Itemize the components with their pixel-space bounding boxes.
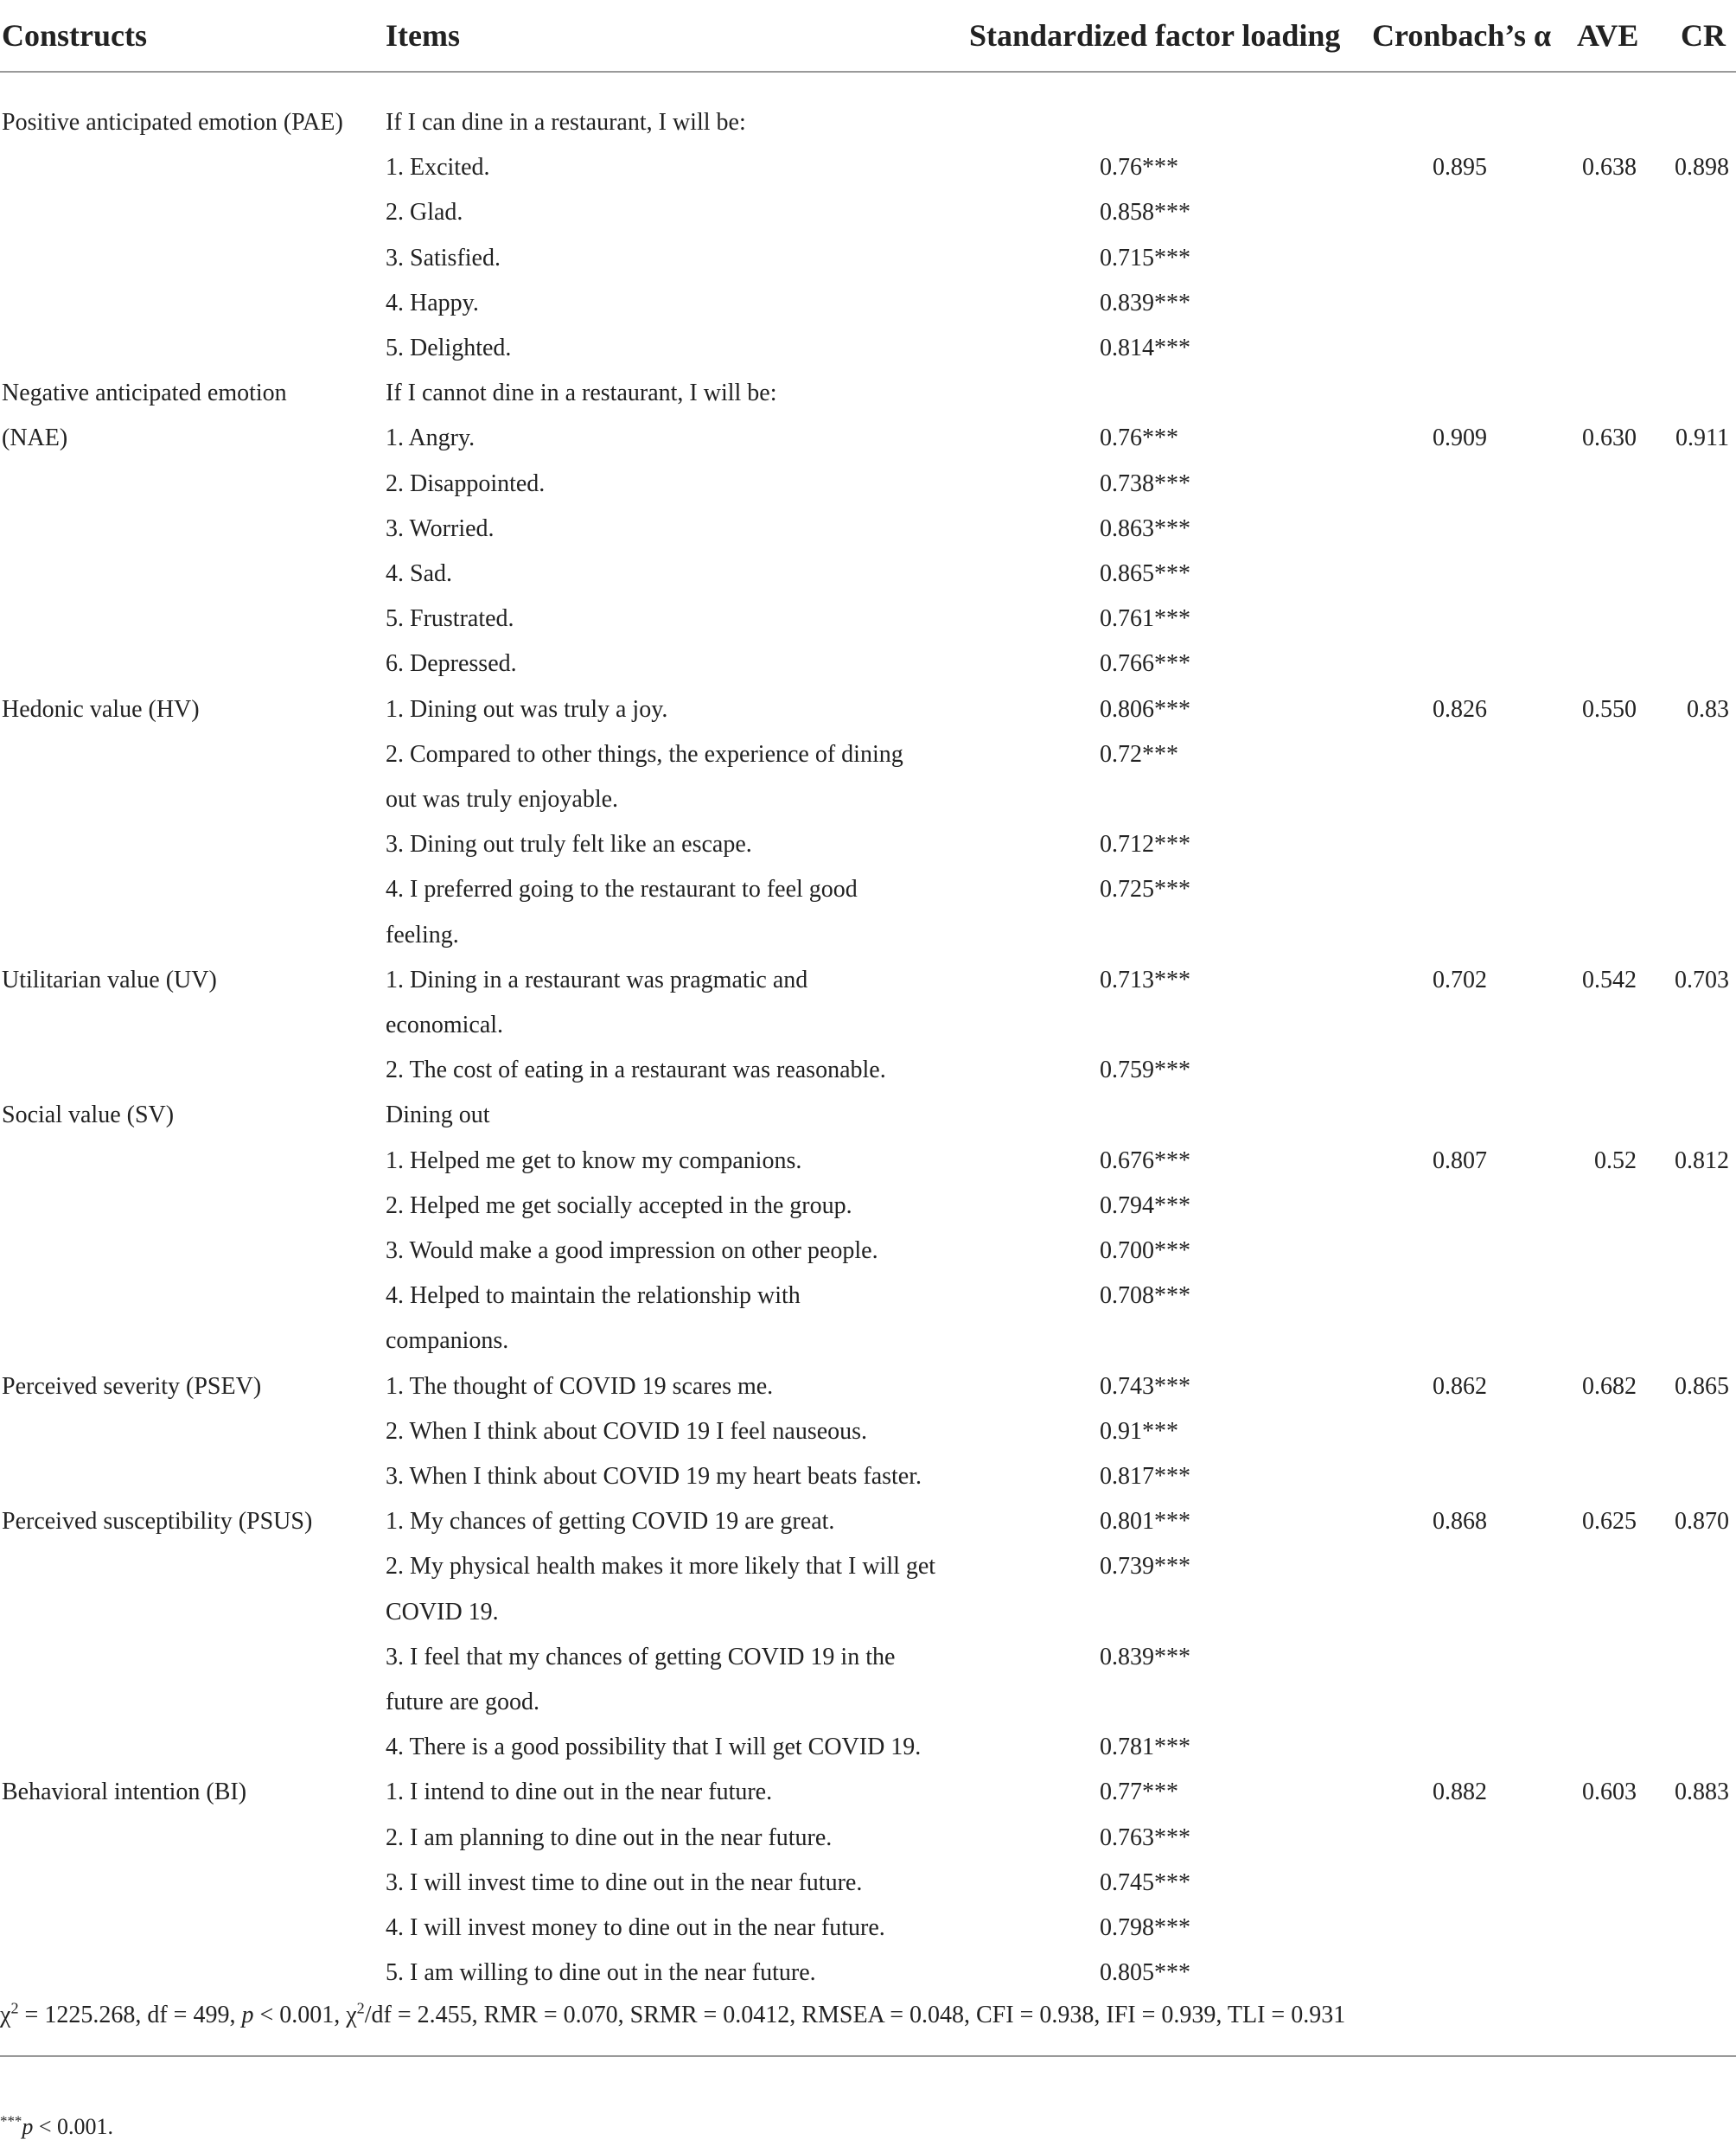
construct-name: Perceived susceptibility (PSUS) [2, 1508, 313, 1536]
header-loading: Standardized factor loading [969, 18, 1341, 53]
cr-value: 0.870 [1675, 1508, 1729, 1536]
factor-loading: 0.863*** [1100, 514, 1190, 542]
factor-loading: 0.805*** [1100, 1959, 1190, 1987]
item-text: 5. Delighted. [386, 335, 512, 361]
factor-loading: 0.76*** [1100, 425, 1178, 452]
factor-loading: 0.858*** [1100, 199, 1190, 227]
cr-value: 0.812 [1675, 1146, 1729, 1174]
factor-loading: 0.794*** [1100, 1191, 1190, 1219]
construct-name: Social value (SV) [2, 1102, 175, 1129]
factor-loading: 0.865*** [1100, 560, 1190, 587]
factor-loading: 0.743*** [1100, 1372, 1190, 1400]
header-alpha: Cronbach’s α [1372, 18, 1552, 53]
cr-value: 0.703 [1675, 966, 1729, 993]
note-stars: *** [0, 2112, 22, 2130]
item-text: 2. When I think about COVID 19 I feel nauseous. [386, 1417, 868, 1445]
factor-loading: 0.76*** [1100, 154, 1178, 182]
construct-name: Utilitarian value (UV) [2, 966, 217, 993]
fit-chi2-exponent: 2 [356, 1999, 365, 2017]
cr-value: 0.865 [1675, 1372, 1729, 1400]
item-text: 1. Excited. [386, 154, 490, 182]
ave-value: 0.542 [1582, 966, 1637, 993]
cronbach-alpha: 0.868 [1433, 1508, 1487, 1536]
item-text: 4. I preferred going to the restaurant to feel good [386, 876, 858, 904]
item-text: 1. Helped me get to know my companions. [386, 1146, 802, 1174]
header-ave: AVE [1577, 18, 1639, 53]
cronbach-alpha: 0.807 [1433, 1146, 1487, 1174]
item-text: economical. [386, 1012, 504, 1038]
ave-value: 0.682 [1582, 1372, 1637, 1400]
construct-name: (NAE) [2, 425, 68, 452]
factor-loading: 0.817*** [1100, 1463, 1190, 1490]
model-fit-statistics [0, 2000, 1345, 2031]
significance-note [0, 2112, 113, 2142]
item-text: 3. When I think about COVID 19 my heart beats faster. [386, 1463, 922, 1490]
construct-name: Behavioral intention (BI) [2, 1779, 247, 1806]
factor-loading: 0.77*** [1100, 1779, 1178, 1806]
item-text: 4. Happy. [386, 289, 479, 316]
factor-loading: 0.766*** [1100, 650, 1190, 678]
cronbach-alpha: 0.882 [1433, 1779, 1487, 1806]
factor-loading: 0.708*** [1100, 1282, 1190, 1310]
item-text: 6. Depressed. [386, 650, 517, 678]
header-cr: CR [1681, 18, 1726, 53]
factor-loading: 0.801*** [1100, 1508, 1190, 1536]
cronbach-alpha: 0.702 [1433, 966, 1487, 993]
factor-loading: 0.713*** [1100, 966, 1190, 993]
item-text: 1. The thought of COVID 19 scares me. [386, 1372, 774, 1400]
factor-loading: 0.715*** [1100, 244, 1190, 271]
note-threshold: < 0.001. [33, 2114, 114, 2139]
cronbach-alpha: 0.826 [1433, 695, 1487, 723]
factor-loading: 0.814*** [1100, 335, 1190, 361]
factor-loading: 0.798*** [1100, 1914, 1190, 1941]
note-p-symbol: p [22, 2114, 34, 2139]
header-rule [0, 71, 1736, 73]
fit-indices: /df = 2.455, RMR = 0.070, SRMR = 0.0412, RMSEA = 0.048, CFI = 0.938, IFI = 0.939, TLI = 0.931 [364, 2002, 1346, 2028]
fit-chi-exponent: 2 [10, 1999, 19, 2017]
item-text: companions. [386, 1327, 509, 1355]
item-text: 3. I feel that my chances of getting COVID 19 in the [386, 1643, 896, 1670]
construct-name: Negative anticipated emotion [2, 380, 287, 407]
cr-value: 0.83 [1687, 695, 1729, 723]
cr-value: 0.883 [1675, 1779, 1729, 1806]
header-items: Items [386, 18, 460, 53]
cr-value: 0.898 [1675, 154, 1729, 182]
item-text: Dining out [386, 1102, 490, 1129]
fit-p-value: < 0.001, χ [253, 2002, 357, 2028]
fit-chi-value: = 1225.268, df = 499, [18, 2002, 242, 2028]
item-text: 3. Would make a good impression on other people. [386, 1237, 878, 1264]
item-text: 3. Satisfied. [386, 244, 501, 271]
ave-value: 0.625 [1582, 1508, 1637, 1536]
factor-loading: 0.839*** [1100, 1643, 1190, 1670]
item-text: out was truly enjoyable. [386, 786, 619, 813]
ave-value: 0.603 [1582, 1779, 1637, 1806]
item-text: 2. My physical health makes it more likely that I will get [386, 1553, 936, 1581]
factor-loading: 0.745*** [1100, 1868, 1190, 1896]
item-text: 3. I will invest time to dine out in the near future. [386, 1868, 863, 1896]
ave-value: 0.52 [1594, 1146, 1637, 1174]
factor-loading: 0.763*** [1100, 1823, 1190, 1851]
factor-loading: 0.839*** [1100, 289, 1190, 316]
item-text: 2. I am planning to dine out in the near future. [386, 1823, 833, 1851]
item-text: 2. Compared to other things, the experience of dining [386, 740, 903, 768]
factor-loading: 0.700*** [1100, 1237, 1190, 1264]
fit-p-symbol: p [241, 2002, 254, 2028]
item-text: 1. Dining out was truly a joy. [386, 695, 668, 723]
item-text: 1. Angry. [386, 425, 475, 452]
fit-chi-symbol: χ [0, 2002, 11, 2028]
factor-loading: 0.806*** [1100, 695, 1190, 723]
factor-loading: 0.676*** [1100, 1146, 1190, 1174]
factor-loading: 0.712*** [1100, 831, 1190, 859]
item-text: 5. I am willing to dine out in the near future. [386, 1959, 816, 1987]
factor-loading: 0.725*** [1100, 876, 1190, 904]
item-text: 5. Frustrated. [386, 605, 514, 633]
item-text: 2. Glad. [386, 199, 463, 227]
item-text: 1. I intend to dine out in the near future. [386, 1779, 773, 1806]
cronbach-alpha: 0.909 [1433, 425, 1487, 452]
item-text: feeling. [386, 921, 459, 948]
cronbach-alpha: 0.895 [1433, 154, 1487, 182]
factor-loading: 0.739*** [1100, 1553, 1190, 1581]
item-text: 4. There is a good possibility that I will get COVID 19. [386, 1734, 922, 1761]
cr-value: 0.911 [1675, 425, 1729, 452]
item-text: If I can dine in a restaurant, I will be: [386, 109, 746, 136]
item-text: 2. The cost of eating in a restaurant was reasonable. [386, 1057, 886, 1084]
ave-value: 0.550 [1582, 695, 1637, 723]
ave-value: 0.630 [1582, 425, 1637, 452]
item-text: 3. Worried. [386, 514, 495, 542]
construct-name: Hedonic value (HV) [2, 695, 200, 723]
ave-value: 0.638 [1582, 154, 1637, 182]
header-constructs: Constructs [2, 18, 147, 53]
item-text: 1. My chances of getting COVID 19 are great. [386, 1508, 835, 1536]
construct-name: Positive anticipated emotion (PAE) [2, 109, 343, 136]
cronbach-alpha: 0.862 [1433, 1372, 1487, 1400]
item-text: 2. Disappointed. [386, 469, 546, 497]
factor-loading: 0.759*** [1100, 1057, 1190, 1084]
item-text: future are good. [386, 1689, 540, 1715]
factor-loading: 0.781*** [1100, 1734, 1190, 1761]
item-text: 3. Dining out truly felt like an escape. [386, 831, 752, 859]
factor-loading: 0.72*** [1100, 740, 1178, 768]
construct-name: Perceived severity (PSEV) [2, 1372, 262, 1400]
item-text: 4. I will invest money to dine out in the near future. [386, 1914, 885, 1941]
factor-loading: 0.91*** [1100, 1417, 1178, 1445]
item-text: 4. Sad. [386, 560, 452, 587]
item-text: COVID 19. [386, 1598, 499, 1625]
footer-rule [0, 2055, 1736, 2057]
item-text: If I cannot dine in a restaurant, I will be: [386, 380, 777, 407]
item-text: 2. Helped me get socially accepted in the group. [386, 1191, 852, 1219]
item-text: 1. Dining in a restaurant was pragmatic and [386, 966, 808, 993]
factor-loading: 0.761*** [1100, 605, 1190, 633]
item-text: 4. Helped to maintain the relationship with [386, 1282, 801, 1310]
factor-loading: 0.738*** [1100, 469, 1190, 497]
